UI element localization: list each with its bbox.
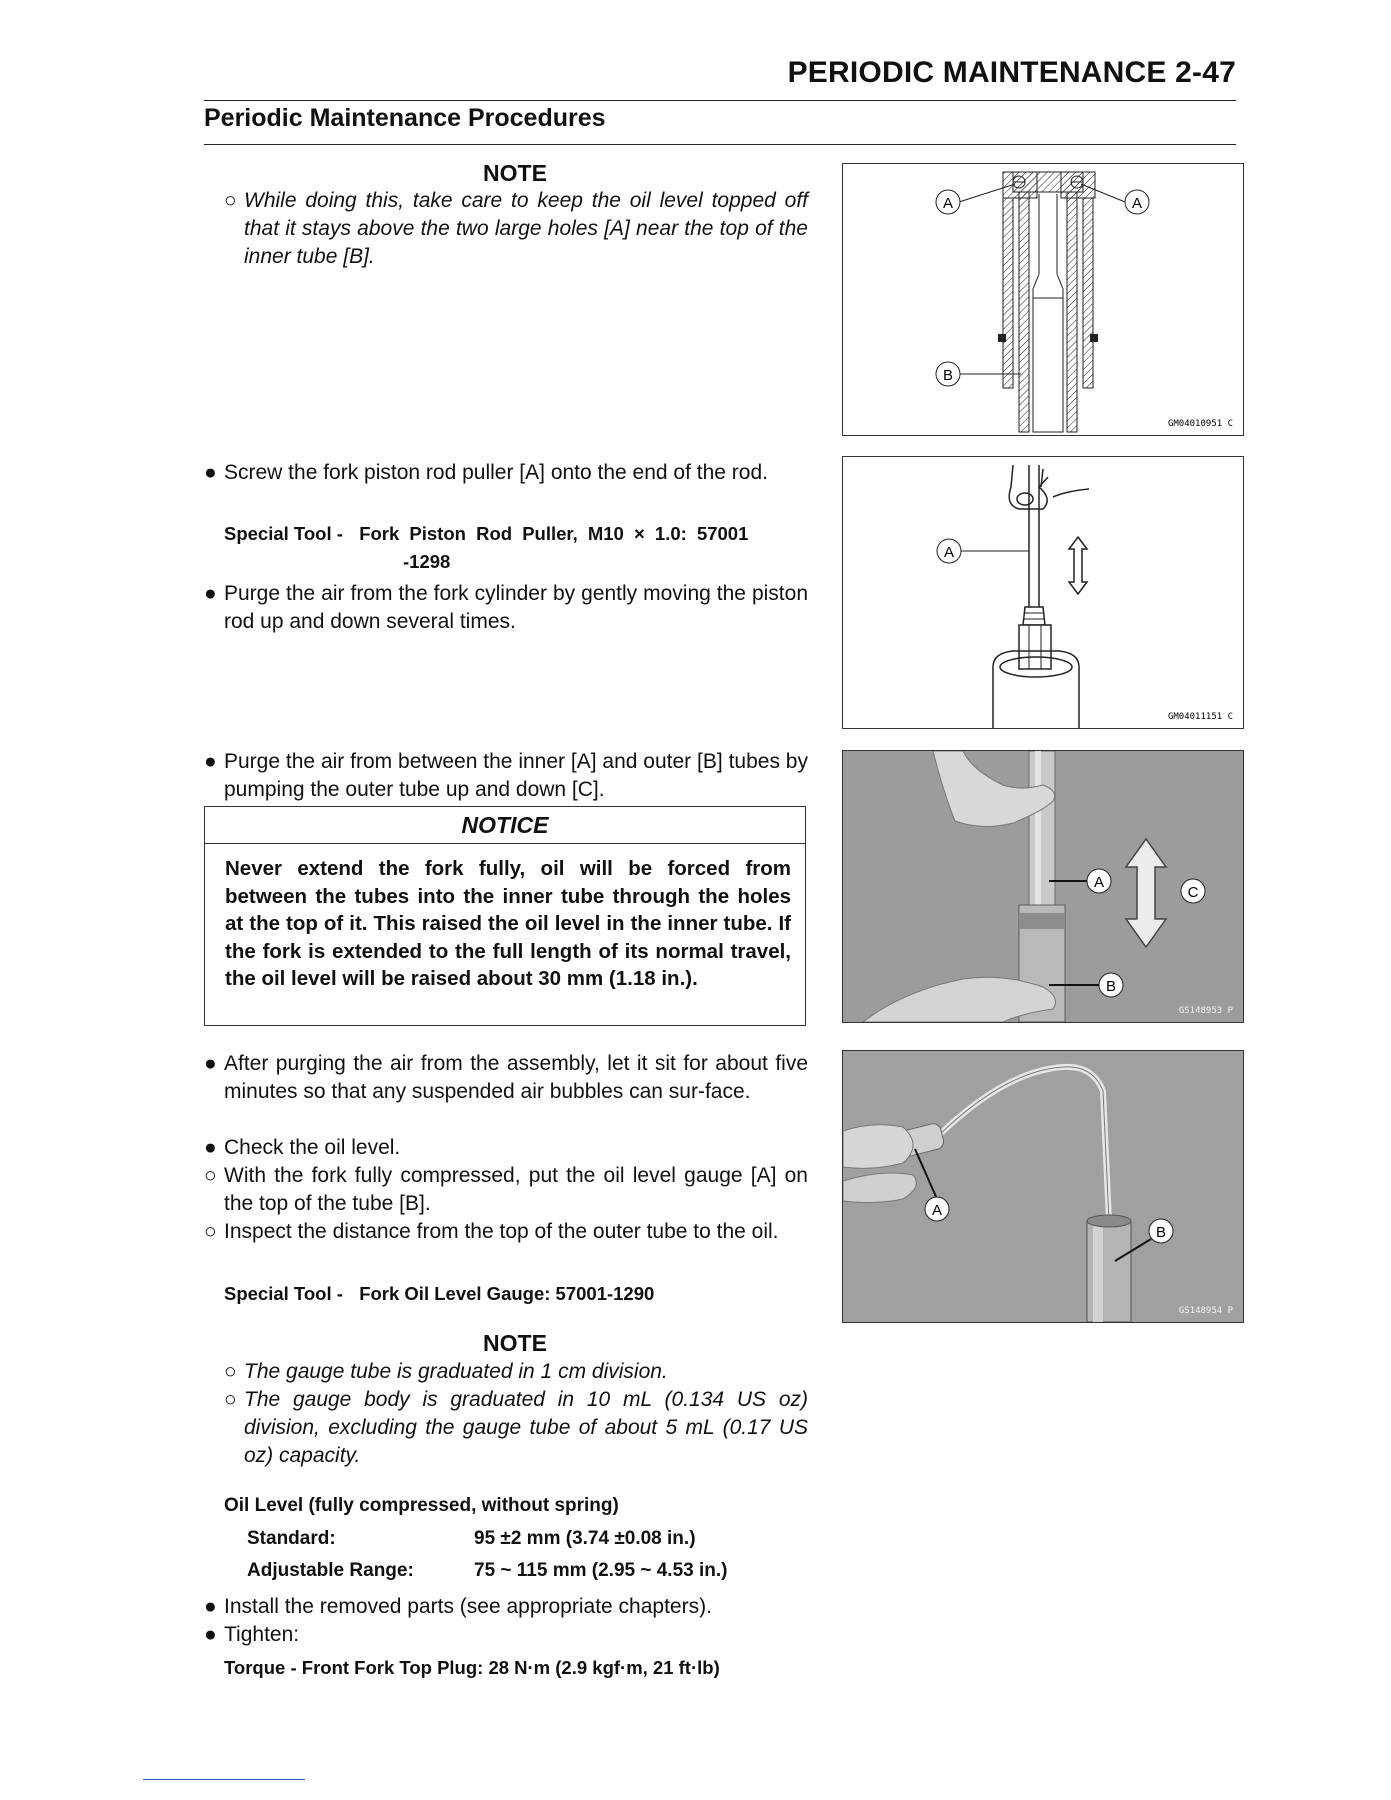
step-text: Purge the air from the fork cylinder by gently moving the piston rod up and down several times. [224, 582, 808, 633]
note-item [224, 187, 808, 271]
step-item [204, 1050, 808, 1106]
special-tool-value: Fork Oil Level Gauge: 57001-1290 [359, 1283, 655, 1304]
step-text: Purge the air from between the inner [A] and outer [B] tubes by pumping the outer tube up and down [C]. [224, 750, 808, 801]
torque-label: Torque - [224, 1657, 297, 1678]
note-text: While doing this, take care to keep the oil level topped off that it stays above the two large holes [A] near the top of the inner tube [B]. [244, 189, 808, 268]
figure-callout: C [1187, 884, 1199, 901]
section-rule [204, 144, 1236, 145]
figure-callout: A [1131, 195, 1143, 212]
figure-callout: A [942, 195, 954, 212]
step-item [204, 1134, 808, 1162]
step-item [204, 1162, 808, 1218]
spec-value: 75 ~ 115 mm (2.95 ~ 4.53 in.) [474, 1560, 728, 1581]
hollow-bullet-icon: ○ [204, 1164, 217, 1187]
figure-code: GS148953 P [1178, 1006, 1233, 1016]
notice-box [204, 806, 806, 1026]
figure-code: GS148954 P [1178, 1306, 1233, 1316]
figure-callout: B [1155, 1224, 1167, 1241]
special-tool-value-cont: -1298 [403, 551, 451, 572]
step-text: Screw the fork piston rod puller [A] onto the end of the rod. [224, 461, 768, 484]
torque-line [224, 1654, 720, 1682]
torque-value: Front Fork Top Plug: 28 N·m (2.9 kgf·m, 21 ft·lb) [301, 1657, 720, 1678]
step-item [204, 459, 808, 487]
step-text: Check the oil level. [224, 1136, 401, 1159]
hollow-bullet-icon: ○ [224, 189, 237, 212]
note-heading: NOTE [483, 1330, 547, 1356]
bullet-icon: ● [204, 582, 217, 605]
step-text: With the fork fully compressed, put the oil level gauge [A] on the top of the tube [B]. [224, 1164, 808, 1215]
note-text: The gauge body is graduated in 10 mL (0.134 US oz) division, excluding the gauge tube of about 5 mL (0.17 US oz) capacity. [244, 1388, 808, 1467]
note-item [224, 1358, 808, 1386]
pumping-tube-photo [842, 750, 1244, 1023]
step-item [204, 1218, 808, 1246]
bullet-icon: ● [204, 750, 217, 773]
step-text: Tighten: [224, 1623, 300, 1646]
figure-code: GM04010951 C [1167, 419, 1233, 429]
figure-callout: A [943, 544, 955, 561]
special-tool-line [224, 520, 808, 548]
bullet-icon: ● [204, 1136, 217, 1159]
step-item [204, 580, 808, 636]
step-item [204, 1621, 808, 1649]
special-tool-line [224, 1280, 654, 1308]
hollow-bullet-icon: ○ [224, 1360, 237, 1383]
step-text: After purging the air from the assembly, let it sit for about five minutes so that any suspended air bubbles can sur-face. [224, 1052, 808, 1103]
footer-link-underline[interactable] [143, 1779, 305, 1780]
step-text: Install the removed parts (see appropriate chapters). [224, 1595, 712, 1618]
step-text: Inspect the distance from the top of the outer tube to the oil. [224, 1220, 779, 1243]
notice-title: NOTICE [205, 807, 805, 844]
bullet-icon: ● [204, 1595, 217, 1618]
rod-puller-figure [842, 456, 1244, 729]
note-heading: NOTE [483, 160, 547, 186]
fork-cross-section-figure [842, 163, 1244, 436]
spec-label: Standard: [247, 1528, 336, 1549]
special-tool-value: Fork Piston Rod Puller, M10 × 1.0: 57001 [359, 523, 749, 544]
figure-callout: A [1093, 874, 1105, 891]
notice-text: Never extend the fork fully, oil will be forced from between the tubes into the inner tube through the holes at the top of it. This raised the oil level in the inner tube. If the fork is extended to the full length of its normal travel, the oil level will be raised about 30 mm (1.18 in.). [225, 857, 791, 990]
header-rule [204, 100, 1236, 101]
note-item [224, 1386, 808, 1470]
step-item [204, 748, 808, 804]
oil-level-title: Oil Level (fully compressed, without spring) [224, 1495, 619, 1516]
bullet-icon: ● [204, 1623, 217, 1646]
step-item [204, 1593, 808, 1621]
spec-label: Adjustable Range: [247, 1560, 414, 1581]
bullet-icon: ● [204, 461, 217, 484]
hollow-bullet-icon: ○ [224, 1388, 237, 1411]
special-tool-label: Special Tool - [224, 1283, 343, 1304]
spec-value: 95 ±2 mm (3.74 ±0.08 in.) [474, 1528, 696, 1549]
figure-callout: B [1105, 978, 1117, 995]
figure-callout: A [931, 1202, 943, 1219]
note-text: The gauge tube is graduated in 1 cm division. [244, 1360, 668, 1383]
section-title: Periodic Maintenance Procedures [204, 104, 606, 132]
oil-level-gauge-photo [842, 1050, 1244, 1323]
special-tool-label: Special Tool - [224, 523, 343, 544]
hollow-bullet-icon: ○ [204, 1220, 217, 1243]
figure-callout: B [942, 367, 954, 384]
bullet-icon: ● [204, 1052, 217, 1075]
page-header-title: PERIODIC MAINTENANCE 2-47 [787, 56, 1236, 89]
figure-code: GM04011151 C [1167, 712, 1233, 722]
